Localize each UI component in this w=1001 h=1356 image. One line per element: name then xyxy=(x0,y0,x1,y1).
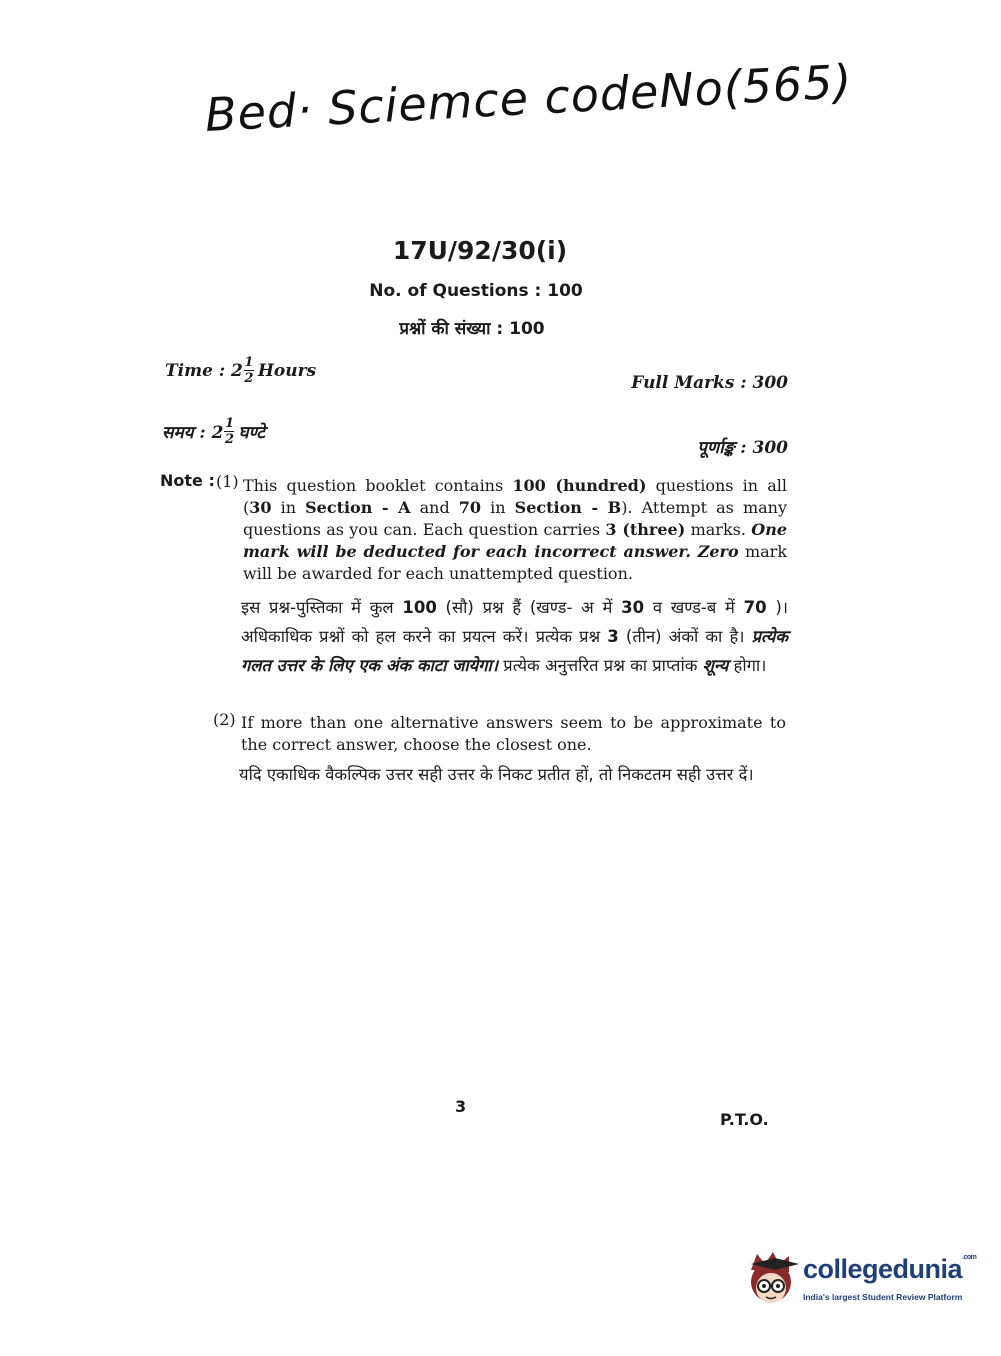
note-item-2-number: (2) xyxy=(213,710,236,729)
pto-label: P.T.O. xyxy=(720,1110,769,1129)
number-of-questions: No. of Questions : 100 xyxy=(369,281,583,301)
note-item-1-hindi: इस प्रश्न-पुस्तिका में कुल 100 (सौ) प्रश्न हैं (खण्ड- अ में 30 व खण्ड-ब में 70 )। अधिकाधिक प्रश्नों को हल करने का प्रयत्न करें। प्रत्येक प्रश्न 3 (तीन) अंकों का है। प्रत्येक गलत उत्तर के लिए एक अंक काटा जायेगा। प्रत्येक अनुत्तरित प्रश्न का प्राप्तांक शून्य होगा। xyxy=(241,598,789,675)
logo-wordmark: collegedunia$^{.com}$ xyxy=(803,1254,977,1284)
time-fraction xyxy=(244,356,254,385)
note-item-1-english: This question booklet contains 100 (hundred) questions in all (30 in Section - A and 70 in Section - B). Attempt as many questions as you can. Each question carries 3 (three) marks. One mark will be deducted for each incorrect answer. Zero mark will be awarded for each unattempted question. xyxy=(243,476,788,583)
time-hindi xyxy=(162,417,265,446)
time-unit: Hours xyxy=(257,360,317,381)
page-number: 3 xyxy=(455,1097,467,1116)
note-item-1-number: (1) xyxy=(216,472,239,491)
time-label: Time : 2 xyxy=(165,360,243,381)
number-of-questions-hindi: प्रश्नों की संख्या : 100 xyxy=(399,319,545,339)
fraction-denominator-hindi: 2 xyxy=(224,432,234,447)
time-fraction-hindi xyxy=(224,417,234,446)
time-english xyxy=(165,356,316,385)
full-marks-hindi: पूर्णाङ्क : 300 xyxy=(697,438,788,458)
fraction-numerator-hindi: 1 xyxy=(224,416,234,431)
full-marks-english: Full Marks : 300 xyxy=(631,373,788,393)
note-item-2-english: If more than one alternative answers seem to be approximate to the correct answer, choose the closest one. xyxy=(241,713,786,754)
collegedunia-logo xyxy=(745,1248,975,1310)
note-label: Note : xyxy=(160,471,215,490)
logo-tagline: India's largest Student Review Platform xyxy=(803,1292,963,1302)
handwritten-header: Bed· Sciemce codeNo(565) xyxy=(203,54,854,142)
paper-code: 17U/92/30(i) xyxy=(392,236,568,265)
fraction-numerator: 1 xyxy=(244,355,254,370)
time-label-hindi: समय : 2 xyxy=(162,423,224,443)
note-item-2-hindi: यदि एकाधिक वैकल्पिक उत्तर सही उत्तर के निकट प्रतीत हों, तो निकटतम सही उत्तर दें। xyxy=(239,765,754,784)
time-unit-hindi: घण्टे xyxy=(238,423,265,443)
fraction-denominator: 2 xyxy=(244,371,254,386)
mascot-icon xyxy=(745,1248,801,1310)
